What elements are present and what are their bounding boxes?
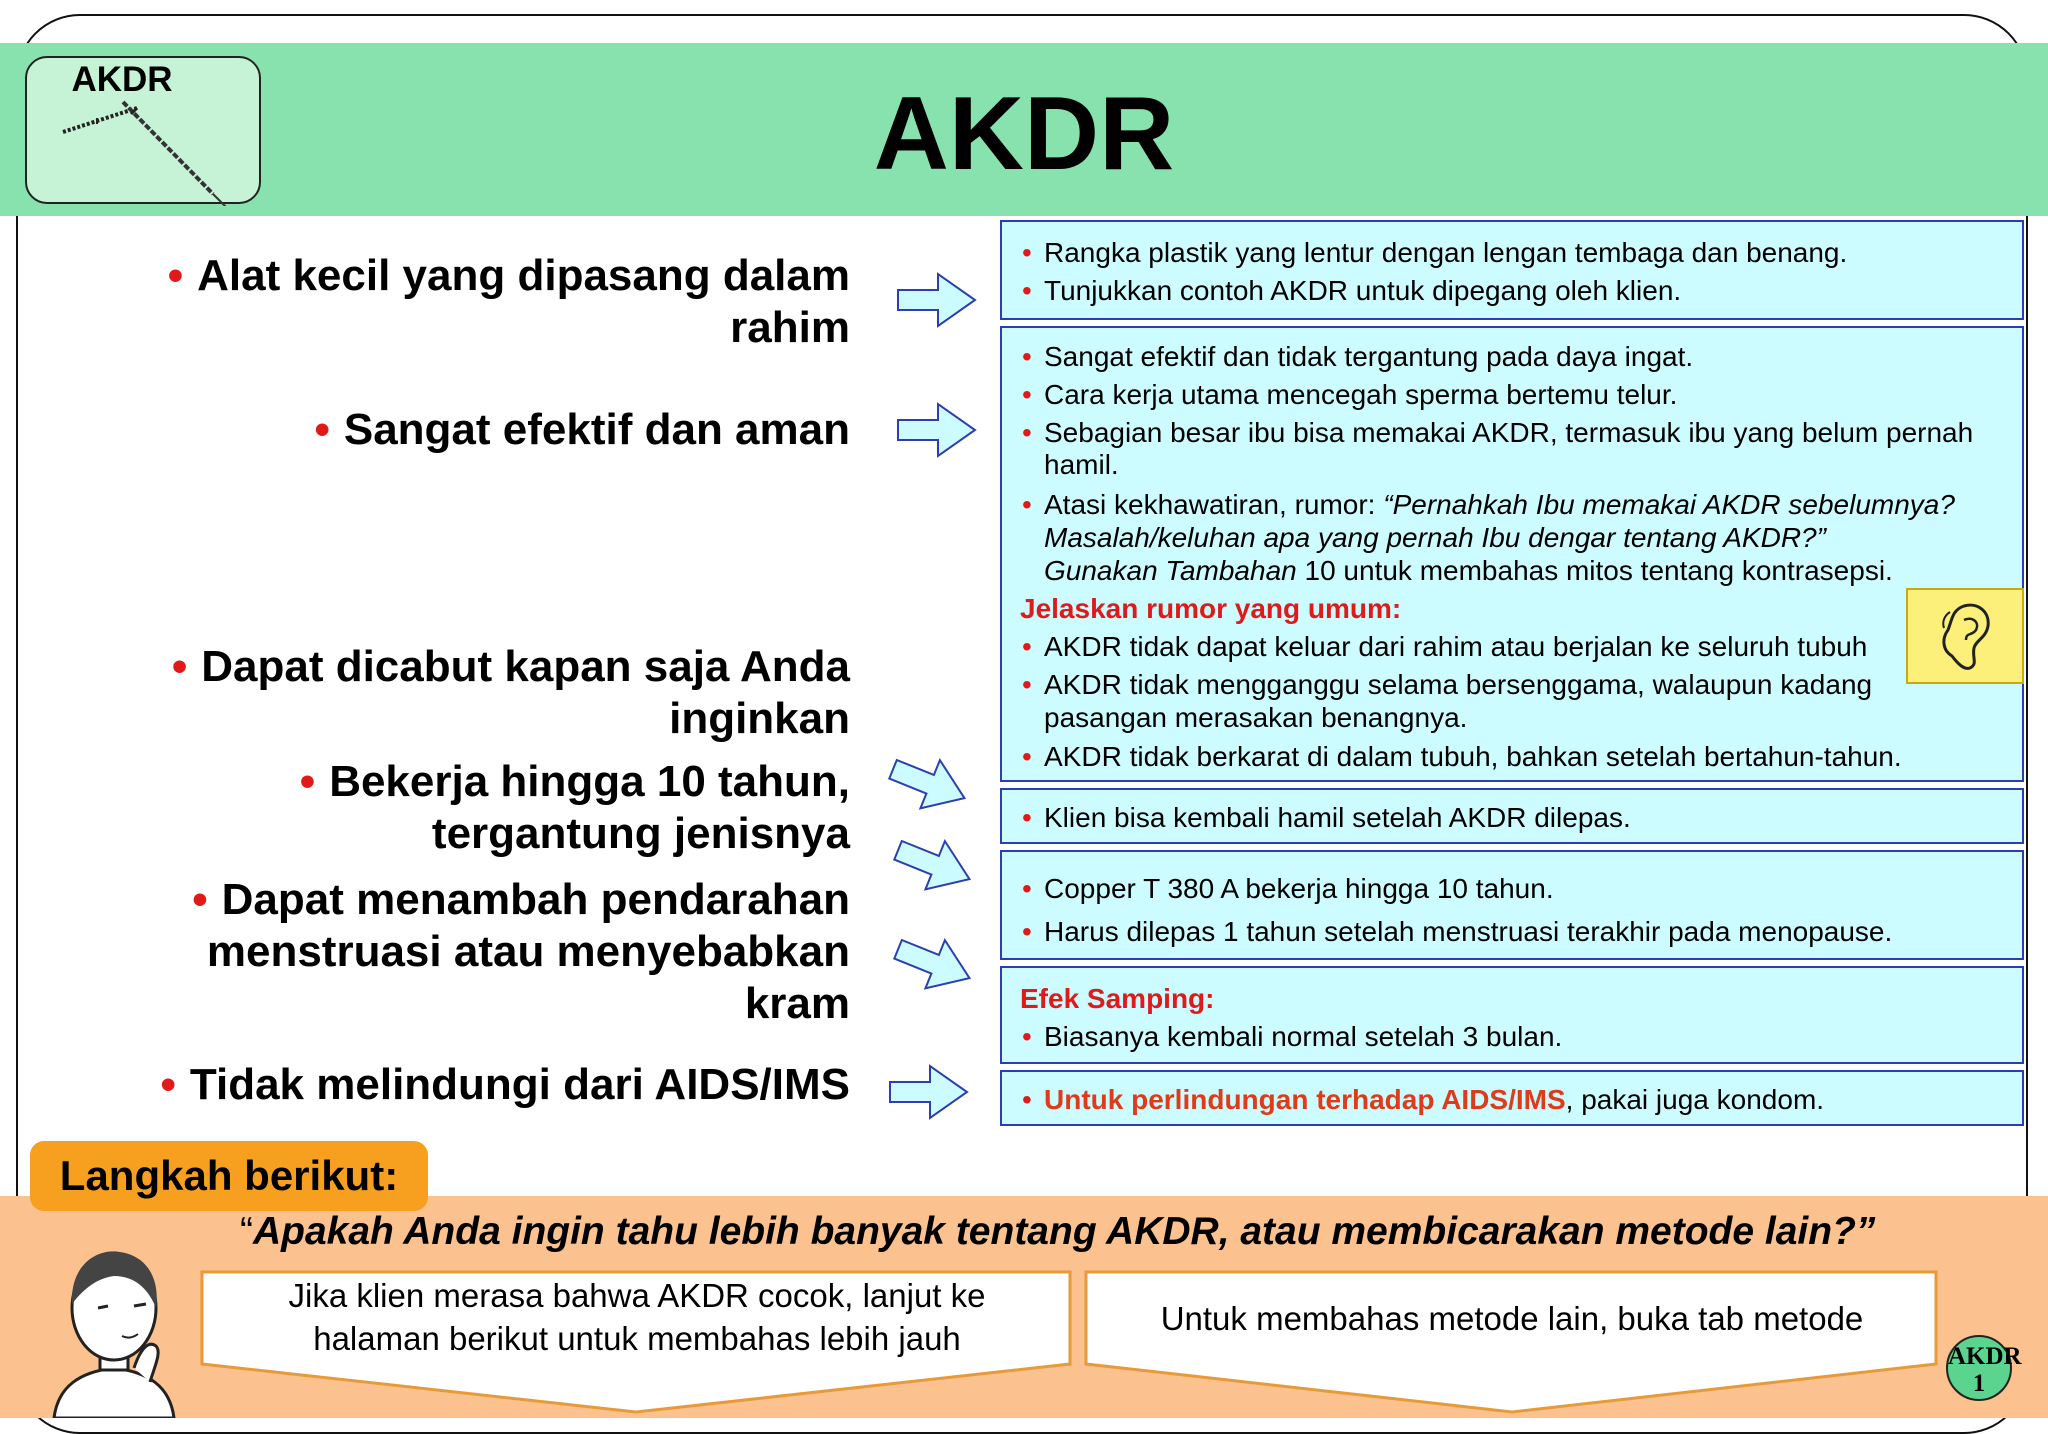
- info-box-side-effects: Efek Samping: • Biasanya kembali normal setelah 3 bulan.: [1000, 966, 2024, 1064]
- arrow-right-icon: [875, 1052, 975, 1132]
- page-title: AKDR: [873, 76, 1175, 192]
- arrow-right-icon: [880, 745, 980, 825]
- ear-icon: [1908, 590, 2022, 682]
- option-other-methods-shape: [1084, 1270, 1940, 1418]
- point-small-device: • Alat kecil yang dipasang dalam rahim: [167, 251, 850, 352]
- next-steps-label: Langkah berikut:: [30, 1141, 428, 1211]
- arrow-right-icon: [880, 390, 980, 470]
- point-effective: • Sangat efektif dan aman: [314, 405, 850, 454]
- ear-icon-box: [1906, 588, 2024, 684]
- point-bleeding: • Dapat menambah pendarahan menstruasi atau menyebabkan kram: [192, 875, 850, 1028]
- rumor-heading: Jelaskan rumor yang umum:: [1020, 593, 1402, 624]
- point-ten-years: • Bekerja hingga 10 tahun, tergantung jenisnya: [299, 757, 850, 858]
- arrow-right-icon: [880, 260, 980, 340]
- point-no-aids-protection: • Tidak melindungi dari AIDS/IMS: [160, 1060, 850, 1109]
- info-box-protection: • Untuk perlindungan terhadap AIDS/IMS, pakai juga kondom.: [1000, 1070, 2024, 1126]
- page-badge: AKDR 1: [1946, 1335, 2012, 1401]
- info-box-fertility: • Klien bisa kembali hamil setelah AKDR dilepas.: [1000, 788, 2024, 844]
- point-removable: • Dapat dicabut kapan saja Anda inginkan: [171, 642, 850, 743]
- option-other-methods[interactable]: Untuk membahas metode lain, buka tab metode: [1160, 1300, 1864, 1337]
- info-box-duration: • Copper T 380 A bekerja hingga 10 tahun. • Harus dilepas 1 tahun setelah menstruasi terakhir pada menopause.: [1000, 850, 2024, 960]
- arrow-right-icon: [885, 925, 985, 1005]
- next-steps-question: “Apakah Anda ingin tahu lebih banyak tentang AKDR, atau membicarakan metode lain?”: [240, 1210, 1876, 1253]
- option-continue[interactable]: Jika klien merasa bahwa AKDR cocok, lanjut ke halaman berikut untuk membahas lebih jauh: [288, 1277, 986, 1357]
- side-effects-heading: Efek Samping:: [1020, 983, 1215, 1014]
- info-box-effectiveness: • Sangat efektif dan tidak tergantung pada daya ingat. • Cara kerja utama mencegah sperma bertemu telur. • Sebagian besar ibu bisa memakai AKDR, termasuk ibu yang belum pernah hamil. • Atasi kekhawatiran, rumor: “Pernahkah Ibu memakai AKDR sebelumnya? Masalah/keluhan apa yang pernah Ibu dengar tentang AKDR?” Gunakan Tambahan 10 untuk membahas mitos tentang kontrasepsi. Jelaskan rumor yang umum: • AKDR tidak dapat keluar dari rahim atau berjalan ke seluruh tubuh • AKDR tidak mengganggu selama bersenggama, walaupun kadang pasangan merasakan benangnya. • AKDR tidak berkarat di dalam tubuh, bahkan setelah bertahun-tahun.: [1000, 326, 2024, 782]
- logo-label: AKDR: [71, 60, 173, 99]
- arrow-right-icon: [885, 826, 985, 906]
- info-box-description: • Rangka plastik yang lentur dengan lengan tembaga dan benang. • Tunjukkan contoh AKDR untuk dipegang oleh klien.: [1000, 220, 2024, 320]
